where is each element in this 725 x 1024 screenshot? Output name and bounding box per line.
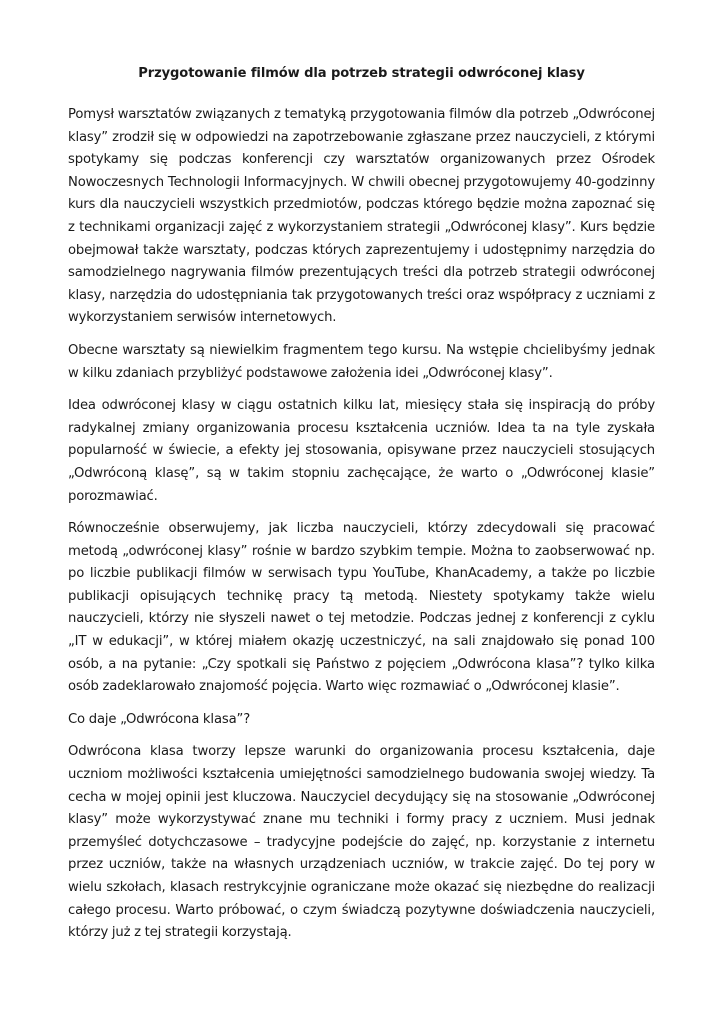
paragraph-observations: Równocześnie obserwujemy, jak liczba nauczycieli, którzy zdecydowali się pracować metodą „odwróconej klasy” rośnie w bardzo szybkim tempie. Można to zaobserwować np. po liczbie publikacji filmów w serwisach typu YouTube, KhanAcademy, a także po liczbie publikacji opisujących technikę pracy tą metodą. Niestety spotykamy także wielu nauczycieli, którzy nie słyszeli nawet o tej metodzie. Podczas jednej z konferencji z cyklu „IT w edukacji”, w której miałem okazję uczestniczyć, na sali znajdowało się ponad 100 osób, a na pytanie: „Czy spotkali się Państwo z pojęciem „Odwrócona klasa”? tylko kilka osób zadeklarowało znajomość pojęcia. Warto więc rozmawiać o „Odwróconej klasie”. — [68, 521, 655, 695]
paragraph-intro: Pomysł warsztatów związanych z tematyką przygotowania filmów dla potrzeb „Odwróconej klasy” zrodził się w odpowiedzi na zapotrzebowanie zgłaszane przez nauczycieli, z którymi spotykamy się podczas konferencji czy warsztatów organizowanych przez Ośrodek Nowoczesnych Technologii Informacyjnych. W chwili obecnej przygotowujemy 40-godzinny kurs dla nauczycieli wszystkich przedmiotów, podczas którego będzie można zapoznać się z technikami organizacji zajęć z wykorzystaniem strategii „Odwróconej klasy”. Kurs będzie obejmował także warsztaty, podczas których zaprezentujemy i udostępnimy narzędzia do samodzielnego nagrywania filmów prezentujących treści dla potrzeb strategii odwróconej klasy, narzędzia do udostępniania tak przygotowanych treści oraz współpracy z uczniami z wykorzystaniem serwisów internetowych. — [68, 107, 655, 326]
paragraph-idea: Idea odwróconej klasy w ciągu ostatnich kilku lat, miesięcy stała się inspiracją do próby radykalnej zmiany organizowania procesu kształcenia uczniów. Idea ta na tyle zyskała popularność w świecie, a efekty jej stosowania, opisywane przez nauczycieli stosujących „Odwróconą klasę”, są w takim stopniu zachęcające, że warto o „Odwróconej klasie” porozmawiać. — [68, 398, 655, 504]
paragraph-workshops: Obecne warsztaty są niewielkim fragmentem tego kursu. Na wstępie chcielibyśmy jednak w kilku zdaniach przybliżyć podstawowe założenia idei „Odwróconej klasy”. — [68, 342, 655, 381]
document-title: Przygotowanie filmów dla potrzeb strategii odwróconej klasy — [138, 66, 585, 81]
paragraph-benefits: Odwrócona klasa tworzy lepsze warunki do organizowania procesu kształcenia, daje uczniom możliwości kształcenia umiejętności samodzielnego budowania swojej wiedzy. Ta cecha w mojej opinii jest kluczowa. Nauczyciel decydujący się na stosowanie „Odwróconej klasy” może wykorzystywać znane mu techniki i formy pracy z uczniem. Musi jednak przemyśleć dotychczasowe – tradycyjne podejście do zajęć, np. korzystanie z internetu przez uczniów, także na własnych urządzeniach uczniów, w trakcie zajęć. Do tej pory w wielu szkołach, klasach restrykcyjnie ograniczane może okazać się niezbędne do realizacji całego procesu. Warto próbować, o czym świadczą pozytywne doświadczenia nauczycieli, którzy już z tej strategii korzystają. — [68, 744, 655, 941]
section-heading-question: Co daje „Odwrócona klasa”? — [68, 711, 251, 727]
